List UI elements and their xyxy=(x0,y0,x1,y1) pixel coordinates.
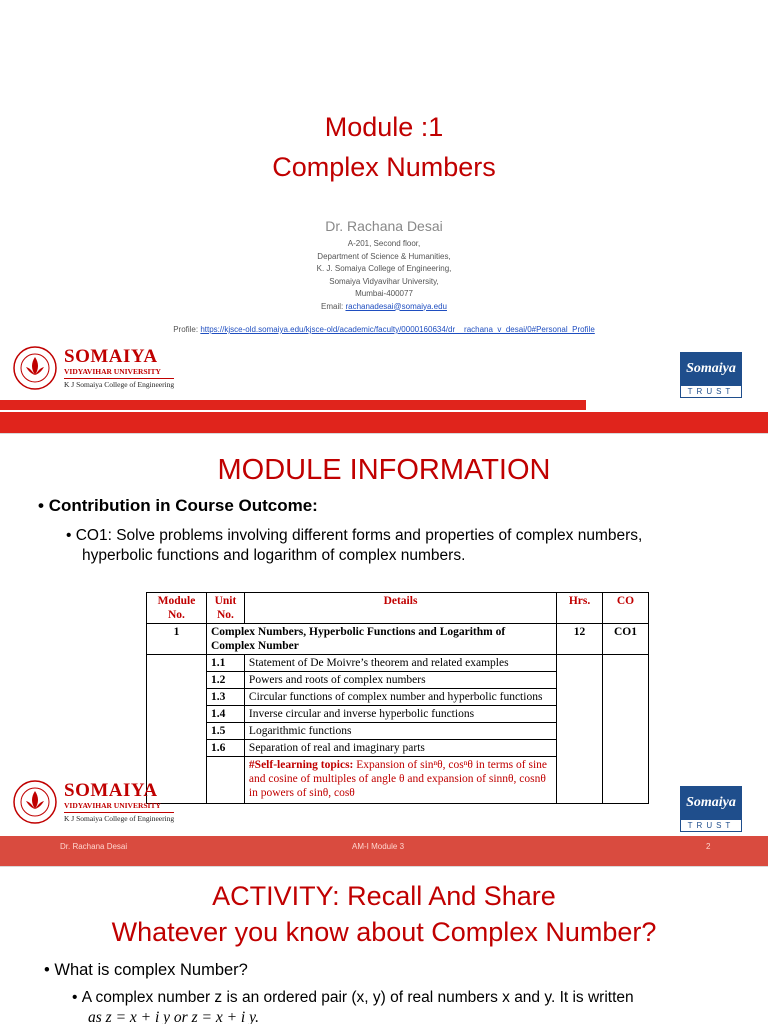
unit-no: 1.5 xyxy=(206,723,244,740)
header-cell: Unit No. xyxy=(206,593,244,624)
profile-link[interactable]: https://kjsce-old.somaiya.edu/kjsce-old/academic/faculty/0000160634/dr__rachana_v_desai/0#Personal_Profile xyxy=(200,325,595,334)
address-line: Department of Science & Humanities, xyxy=(317,251,451,261)
footer-page-number: 2 xyxy=(706,842,711,851)
logo-university: VIDYAVIHAR UNIVERSITY xyxy=(64,366,161,376)
bullet-what-is xyxy=(44,961,248,980)
header-cell: CO xyxy=(603,593,649,624)
header-cell: Details xyxy=(244,593,556,624)
header-cell: Hrs. xyxy=(557,593,603,624)
trust-brand: Somaiya xyxy=(680,786,742,820)
bullet-text: What is complex Number? xyxy=(54,961,248,979)
slide-footer xyxy=(0,836,768,866)
module-no: 1 xyxy=(147,624,207,655)
profile-label: Profile: xyxy=(173,325,199,334)
self-learning-cell xyxy=(244,757,556,804)
author-address xyxy=(0,238,768,313)
trust-word: TRUST xyxy=(680,386,742,398)
bullet-dot-icon: • xyxy=(44,961,55,979)
bullet-course-outcome xyxy=(38,496,318,516)
slide-subtitle: Complex Numbers xyxy=(272,152,496,182)
module-table xyxy=(146,592,649,804)
trust-word: TRUST xyxy=(680,820,742,832)
trust-brand: Somaiya xyxy=(680,352,742,386)
table-header-row xyxy=(147,593,649,624)
slide-title: ACTIVITY: Recall And Share xyxy=(212,881,556,911)
logo-college: K J Somaiya College of Engineering xyxy=(64,813,175,823)
unit-no: 1.3 xyxy=(206,689,244,706)
table-row xyxy=(147,655,649,672)
unit-text: Statement of De Moivre’s theorem and related examples xyxy=(244,655,556,672)
bullet-text-cont: as z = x + i y or z = x + i y. xyxy=(88,1009,259,1024)
empty-cell xyxy=(557,655,603,804)
unit-no: 1.4 xyxy=(206,706,244,723)
address-line: Mumbai-400077 xyxy=(355,289,413,298)
module-co: CO1 xyxy=(603,624,649,655)
unit-no: 1.6 xyxy=(206,740,244,757)
unit-no: 1.2 xyxy=(206,672,244,689)
unit-text: Powers and roots of complex numbers xyxy=(244,672,556,689)
empty-cell xyxy=(206,757,244,804)
logo-name: SOMAIYA xyxy=(64,779,158,801)
bullet-definition xyxy=(72,988,752,1024)
red-divider-lower xyxy=(0,412,768,433)
author-name: Dr. Rachana Desai xyxy=(325,218,443,234)
address-line: K. J. Somaiya College of Engineering, xyxy=(316,264,452,273)
red-divider xyxy=(0,400,586,410)
self-learning-label: #Self-learning topics: xyxy=(248,759,354,771)
slide-subtitle: Whatever you know about Complex Number? xyxy=(111,917,657,947)
unit-text: Inverse circular and inverse hyperbolic functions xyxy=(244,706,556,723)
slide-title: MODULE INFORMATION xyxy=(217,454,551,486)
somaiya-trust-logo xyxy=(680,786,742,832)
bullet-text: A complex number z is an ordered pair (x, y) of real numbers x and y. It is written xyxy=(81,989,634,1006)
slide-2 xyxy=(0,434,768,866)
somaiya-seal-icon xyxy=(12,345,58,391)
unit-no: 1.1 xyxy=(206,655,244,672)
logo-university: VIDYAVIHAR UNIVERSITY xyxy=(64,800,161,810)
profile-line xyxy=(0,325,768,334)
address-line: Somaiya Vidyavihar University, xyxy=(329,276,439,286)
table-row xyxy=(147,624,649,655)
unit-text: Logarithmic functions xyxy=(244,723,556,740)
module-title: Complex Numbers, Hyperbolic Functions and Logarithm of Complex Number xyxy=(206,624,556,655)
email-line xyxy=(0,301,768,314)
unit-text: Circular functions of complex number and hyperbolic functions xyxy=(244,689,556,706)
bullet-text: Contribution in Course Outcome: xyxy=(48,496,318,515)
bullet-dot-icon: • xyxy=(38,496,49,515)
header-cell: Module No. xyxy=(147,593,207,624)
somaiya-logo xyxy=(12,779,174,825)
somaiya-seal-icon xyxy=(12,779,58,825)
self-learning-text: Expansion of sinⁿθ, cosⁿθ in terms of sine and cosine of multiples of angle θ and expansion of sinnθ, cosnθ in powers of sinθ, cosθ xyxy=(248,759,547,799)
email-label: Email: xyxy=(321,301,344,311)
somaiya-logo xyxy=(12,345,174,391)
logo-name: SOMAIYA xyxy=(64,345,158,367)
email-link[interactable]: rachanadesai@somaiya.edu xyxy=(345,301,447,311)
footer-author: Dr. Rachana Desai xyxy=(60,842,128,851)
unit-text: Separation of real and imaginary parts xyxy=(244,740,556,757)
footer-course: AM-I Module 3 xyxy=(352,842,405,851)
empty-cell xyxy=(603,655,649,804)
logo-college: K J Somaiya College of Engineering xyxy=(64,379,175,389)
slide-3 xyxy=(0,867,768,1024)
bullet-dot-icon: • xyxy=(72,989,82,1006)
bullet-co1 xyxy=(66,526,682,566)
bullet-dot-icon: • xyxy=(66,527,76,544)
somaiya-trust-logo xyxy=(680,352,742,398)
address-line: A-201, Second floor, xyxy=(347,239,421,248)
slide-1 xyxy=(0,0,768,433)
module-hrs: 12 xyxy=(557,624,603,655)
bullet-text: CO1: Solve problems involving different forms and properties of complex numbers, hyperbolic functions and logarithm of complex numbers. xyxy=(75,527,643,564)
slide-title: Module :1 xyxy=(324,112,444,142)
